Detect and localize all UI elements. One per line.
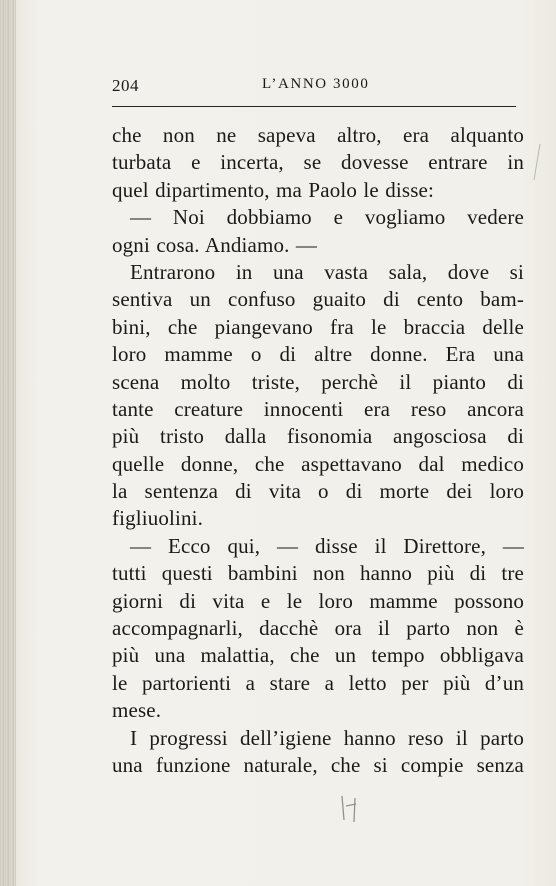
text-line: sentiva un confuso guaito di cento bam- bbox=[112, 287, 524, 312]
text-line: Entrarono in una vasta sala, dove si bbox=[130, 259, 524, 284]
handwritten-pencil-mark-icon bbox=[338, 792, 368, 824]
text-line: loro mamme o di altre donne. Era una bbox=[112, 342, 524, 367]
text-line: tante creature innocenti era reso ancora bbox=[112, 396, 524, 421]
page-number: 204 bbox=[112, 76, 139, 95]
text-line: più tristo dalla fisonomia angosciosa di bbox=[112, 424, 524, 449]
text-line: quelle donne, che aspettavano dal medico bbox=[112, 451, 524, 476]
text-line: bini, che piangevano fra le braccia delle bbox=[112, 314, 524, 339]
text-line: — Noi dobbiamo e vogliamo vedere bbox=[130, 205, 524, 230]
text-line: giorni di vita e le loro mamme possono bbox=[112, 588, 524, 613]
margin-pencil-stroke-icon bbox=[532, 142, 542, 182]
text-line: figliuolini. bbox=[112, 506, 204, 531]
text-line: le partorienti a stare a letto per più d’un bbox=[112, 670, 524, 695]
text-line: I progressi dell’igiene hanno reso il parto bbox=[130, 725, 524, 750]
text-line: ogni cosa. Andiamo. — bbox=[112, 232, 318, 257]
text-line: che non ne sapeva altro, era alquanto bbox=[112, 123, 524, 147]
text-line: una funzione naturale, che si compie senza bbox=[112, 752, 524, 777]
text-line: più una malattia, che un tempo obbligava bbox=[112, 643, 524, 668]
header-rule bbox=[112, 106, 516, 107]
text-line: quel dipartimento, ma Paolo le disse: bbox=[112, 177, 434, 202]
text-line: scena molto triste, perchè il pianto di bbox=[112, 369, 524, 394]
text-line: turbata e incerta, se dovesse entrare in bbox=[112, 150, 524, 175]
text-line: — Ecco qui, — disse il Direttore, — bbox=[130, 533, 524, 558]
text-line: la sentenza di vita o di morte dei loro bbox=[112, 479, 524, 504]
running-title: L’ANNO 3000 bbox=[262, 76, 370, 92]
text-line: tutti questi bambini non hanno più di tre bbox=[112, 561, 524, 586]
page-header bbox=[112, 76, 520, 100]
text-line: accompagnarli, dacchè ora il parto non è bbox=[112, 616, 524, 641]
page-binding-shadow bbox=[0, 0, 16, 886]
text-line: mese. bbox=[112, 698, 162, 723]
body-text bbox=[112, 122, 524, 779]
